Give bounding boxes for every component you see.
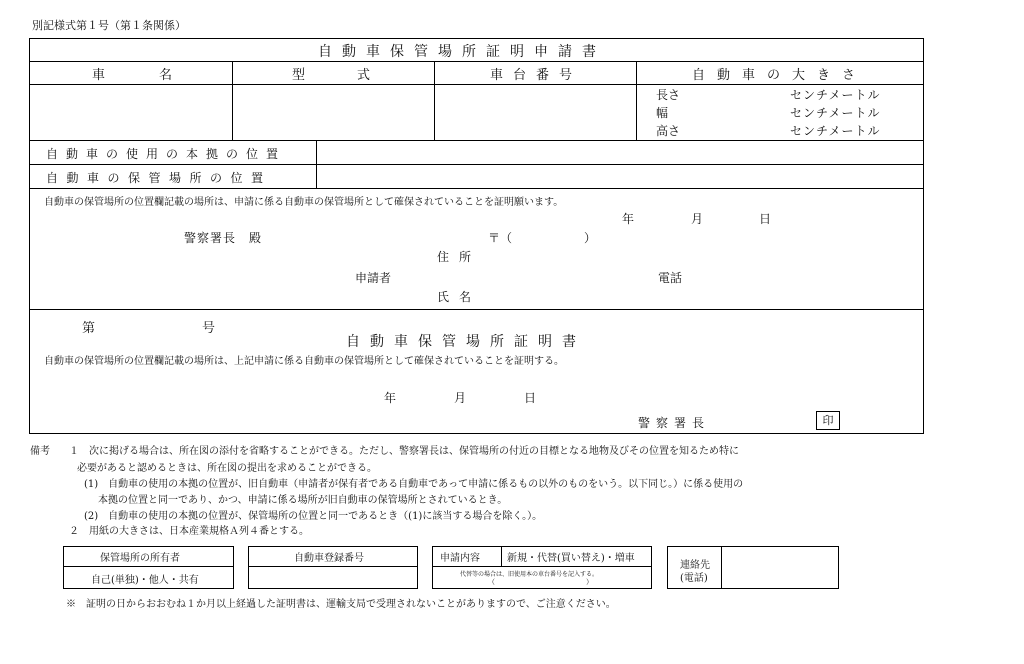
- size-width-unit: センチメートル: [790, 106, 881, 120]
- size-length-label: 長さ: [656, 88, 681, 102]
- seal-box: 印: [816, 411, 840, 430]
- car-name-field[interactable]: [30, 85, 231, 139]
- note-1-line-1: 次に掲げる場合は、所在図の添付を省略することができる。ただし、警察署長は、保管場所の付近の目標となる地物及びその位置を知るため特に: [89, 446, 739, 457]
- form-number: 別記様式第１号（第１条関係）: [32, 19, 186, 32]
- contact-phone-label: (電話): [680, 573, 708, 584]
- replacement-paren[interactable]: （ ）: [488, 578, 593, 586]
- note-1-line-2: 必要があると認めるときは、所在図の提出を求めることができる。: [77, 463, 377, 474]
- registration-number-field[interactable]: [249, 567, 417, 588]
- certificate-body: 自動車の保管場所の位置欄記載の場所は、上記申請に係る自動車の保管場所として確保されていることを証明する。: [44, 356, 564, 367]
- col-model: 型式: [292, 68, 423, 83]
- usage-location-field[interactable]: [318, 141, 923, 163]
- contact-label: 連絡先: [680, 560, 710, 571]
- owner-value[interactable]: 自己(単独)・他人・共有: [91, 575, 199, 586]
- note-1-sub-1-line-2: 本拠の位置と同一であり、かつ、申請に係る場所が旧自動車の保管場所とされているとき。: [98, 495, 508, 506]
- storage-location-label: 自動車の保管場所の位置: [46, 171, 272, 185]
- owner-header: 保管場所の所有者: [100, 553, 180, 564]
- request-date-day: 日: [759, 212, 772, 226]
- request-date-year: 年: [622, 212, 635, 226]
- request-sentence: 自動車の保管場所の位置欄記載の場所は、申請に係る自動車の保管場所として確保されていることを証明願います。: [44, 197, 564, 208]
- name-label: 氏名: [437, 290, 482, 304]
- size-height-label: 高さ: [656, 124, 681, 138]
- request-date-month: 月: [691, 212, 704, 226]
- size-height-unit: センチメートル: [790, 124, 881, 138]
- col-car-name: 車名: [92, 68, 227, 83]
- phone-label: 電話: [658, 271, 683, 285]
- note-1-sub-2: (2) 自動車の使用の本拠の位置が、保管場所の位置と同一であるとき（(1)に該当する場合を除く。）。: [84, 511, 543, 522]
- registration-number-header: 自動車登録番号: [294, 553, 364, 564]
- replacement-note: 代替等の場合は、旧使用本の車台番号を記入する。: [460, 571, 599, 578]
- contact-field[interactable]: [723, 547, 838, 588]
- col-vehicle-size: 自動車の大きさ: [692, 68, 868, 83]
- col-chassis-number: 車台番号: [490, 68, 583, 83]
- address-label: 住所: [437, 250, 482, 264]
- certificate-date-day: 日: [524, 391, 537, 405]
- notes-prefix: 備考: [30, 446, 50, 457]
- content-options[interactable]: 新規・代替(買い替え)・増車: [507, 553, 635, 564]
- note-2-number: ２: [69, 526, 79, 537]
- application-title: 自動車保管場所証明申請書: [318, 44, 606, 60]
- applicant-label: 申請者: [355, 271, 392, 285]
- size-length-unit: センチメートル: [790, 88, 881, 102]
- certificate-title: 自動車保管場所証明書: [346, 334, 586, 350]
- certificate-date-month: 月: [454, 391, 467, 405]
- note-1-number: １: [69, 446, 79, 457]
- certificate-number-suffix: 号: [202, 321, 216, 336]
- postal-code: 〒（ ）: [488, 231, 597, 245]
- model-field[interactable]: [233, 85, 433, 139]
- size-width-label: 幅: [656, 106, 669, 120]
- certificate-date-year: 年: [384, 391, 397, 405]
- addressee: 警察署長 殿: [184, 231, 263, 245]
- certificate-number-prefix: 第: [82, 321, 96, 336]
- storage-location-field[interactable]: [318, 165, 923, 187]
- note-1-sub-1-line-1: (1) 自動車の使用の本拠の位置が、旧自動車（申請者が保有者である自動車であって申請に係るもの以外のものをいう。以下同じ。）に係る使用の: [84, 479, 744, 490]
- certificate-signer: 警察署長: [638, 416, 711, 430]
- chassis-number-field[interactable]: [435, 85, 635, 139]
- footer-note: ※ 証明の日からおおむね１か月以上経過した証明書は、運輸支局で受理されないことがありますので、ご注意ください。: [66, 599, 616, 610]
- note-2: 用紙の大きさは、日本産業規格Ａ列４番とする。: [89, 526, 309, 537]
- usage-location-label: 自動車の使用の本拠の位置: [46, 147, 287, 161]
- content-header: 申請内容: [440, 553, 480, 564]
